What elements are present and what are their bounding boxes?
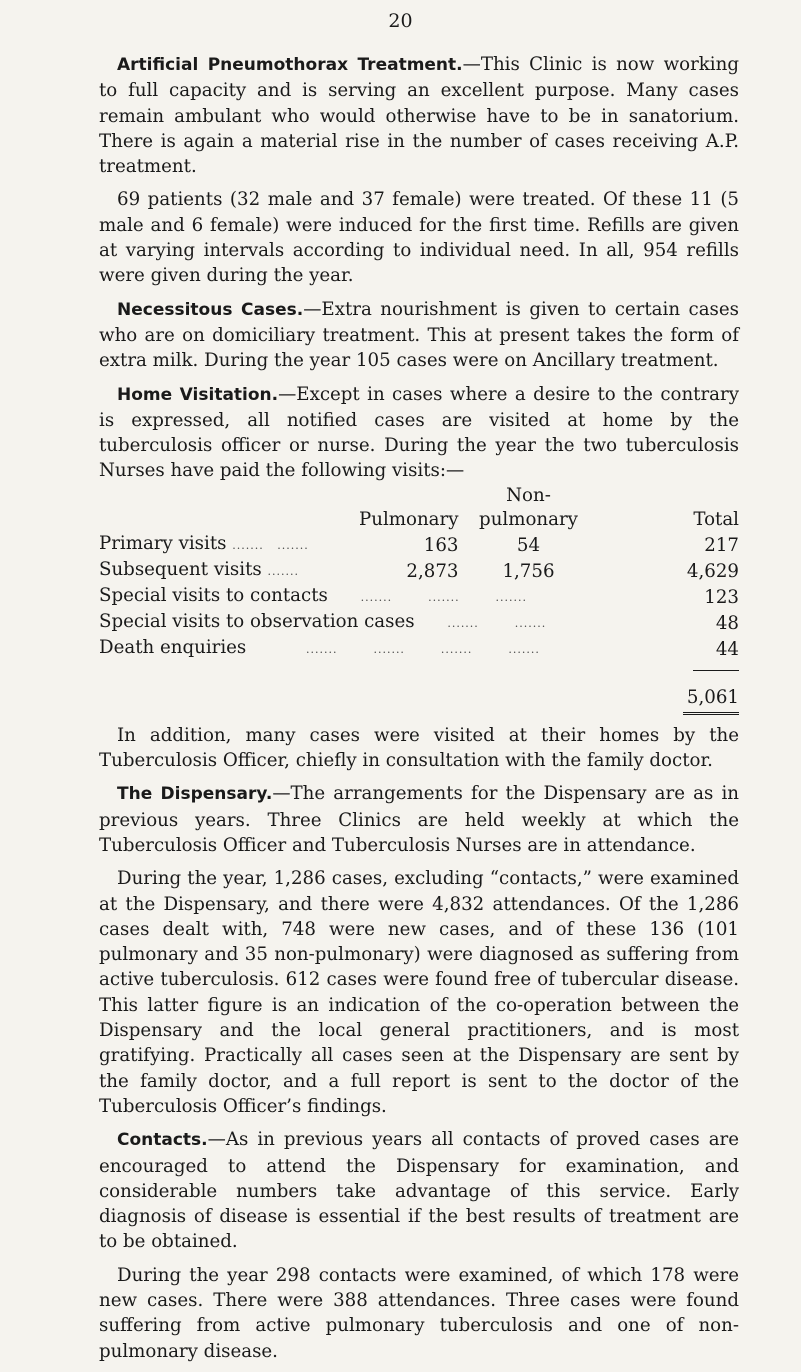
visits-header-row-2	[99, 508, 739, 532]
page-body	[99, 52, 739, 1372]
home-visitation-paragraph	[99, 382, 739, 484]
table-row: Subsequent visits ....... 2,873 1,756 4,629	[99, 558, 739, 582]
dispensary-heading: The Dispensary.	[117, 784, 273, 805]
dispensary-text-1: —The arrangements for the Dispensary are as in previous years. Three Clinics are held weekly at which the Tuberculosis Officer and Tuberculosis Nurses are in attendance.	[99, 783, 739, 856]
header-pulmonary-2: pulmonary	[479, 508, 578, 530]
table-row: Primary visits ....... ....... 163 54 217	[99, 532, 739, 556]
row-label: Death enquiries	[99, 636, 247, 658]
sum-rule-row	[99, 662, 739, 686]
row-label: Special visits to observation cases	[99, 610, 415, 632]
row-non-pulmonary: 1,756	[502, 560, 555, 582]
visits-table	[99, 484, 739, 715]
necessitous-paragraph	[99, 297, 739, 374]
row-total: 4,629	[686, 560, 739, 582]
sum-rule	[693, 670, 739, 679]
home-visitation-text: —Except in cases where a desire to the contrary is expressed, all notified cases are visited at home by the tuberculosis officer or nurse. During the year the two tuberculosis Nurses have paid the following visits:—	[99, 383, 739, 482]
row-non-pulmonary: 54	[516, 534, 541, 556]
row-pulmonary: 163	[423, 534, 459, 556]
row-label: Subsequent visits	[99, 558, 262, 580]
row-total: 44	[715, 638, 739, 660]
apt-paragraph-2: 69 patients (32 male and 37 female) were treated. Of these 11 (5 male and 6 female) were induced for the first time. Refills are given at varying intervals according to individual need. In all, 954 refills were given during the year.	[99, 189, 739, 287]
contacts-heading: Contacts.	[117, 1130, 208, 1151]
apt-paragraph	[99, 52, 739, 179]
contacts-paragraph-2: During the year 298 contacts were examined, of which 178 were new cases. There were 388 attendances. Three cases were found suffering from active pulmonary tuberculosis and one of non-pulmonary disease.	[99, 1264, 739, 1362]
row-total: 48	[715, 612, 739, 634]
contacts-paragraph	[99, 1127, 739, 1254]
apt-text-1: —This Clinic is now working to full capacity and is serving an excellent purpose. Many cases remain ambulant who would otherwise have to be in sanatorium. There is again a material rise in the number of cases receiving A.P. treatment.	[99, 54, 739, 178]
apt-heading: Artificial Pneumothorax Treatment.	[117, 55, 463, 75]
row-label: Special visits to contacts	[99, 584, 328, 606]
header-non: Non-	[506, 484, 551, 506]
grand-total-row	[99, 686, 739, 715]
table-row: Death enquiries ....... ....... ....... ....... 44	[99, 636, 739, 660]
contacts-text-1: —As in previous years all contacts of proved cases are encouraged to attend the Dispensary for examination, and considerable numbers take advantage of this service. Early diagnosis of disease is essential if the best results of treatment are to be obtained.	[99, 1129, 739, 1253]
row-pulmonary: 2,873	[406, 560, 459, 582]
necessitous-text: —Extra nourishment is given to certain cases who are on domiciliary treatment. This at present takes the form of extra milk. During the year 105 cases were on Ancillary treatment.	[99, 298, 739, 372]
row-total: 217	[704, 534, 739, 556]
grand-total: 5,061	[683, 686, 739, 715]
visits-header-row-1	[99, 484, 739, 508]
row-total: 123	[704, 586, 739, 608]
home-visitation-heading: Home Visitation.	[117, 384, 279, 405]
page-number: 20	[388, 10, 413, 32]
dispensary-paragraph	[99, 781, 739, 858]
header-total: Total	[693, 508, 739, 530]
necessitous-heading: Necessitous Cases.	[117, 299, 304, 320]
addition-paragraph: In addition, many cases were visited at their homes by the Tuberculosis Officer, chiefly in consultation with the family doctor.	[99, 724, 739, 772]
table-row: Special visits to observation cases ....... ....... 48	[99, 610, 739, 634]
table-row: Special visits to contacts ....... ....... ....... 123	[99, 584, 739, 608]
dispensary-paragraph-2: During the year, 1,286 cases, excluding “contacts,” were examined at the Dispensary, and there were 4,832 attendances. Of the 1,286 cases dealt with, 748 were new cases, and of these 136 (101 pulmonary and 35 non-pulmonary) were diagnosed as suffering from active tuberculosis. 612 cases were found free of tubercular disease. This latter figure is an indication of the co-operation between the Dispensary and the local general practitioners, and is most gratifying. Practically all cases seen at the Dispensary are sent by the family doctor, and a full report is sent to the doctor of the Tuberculosis Officer’s findings.	[99, 868, 739, 1117]
row-label: Primary visits	[99, 532, 227, 554]
header-pulmonary: Pulmonary	[359, 508, 459, 530]
